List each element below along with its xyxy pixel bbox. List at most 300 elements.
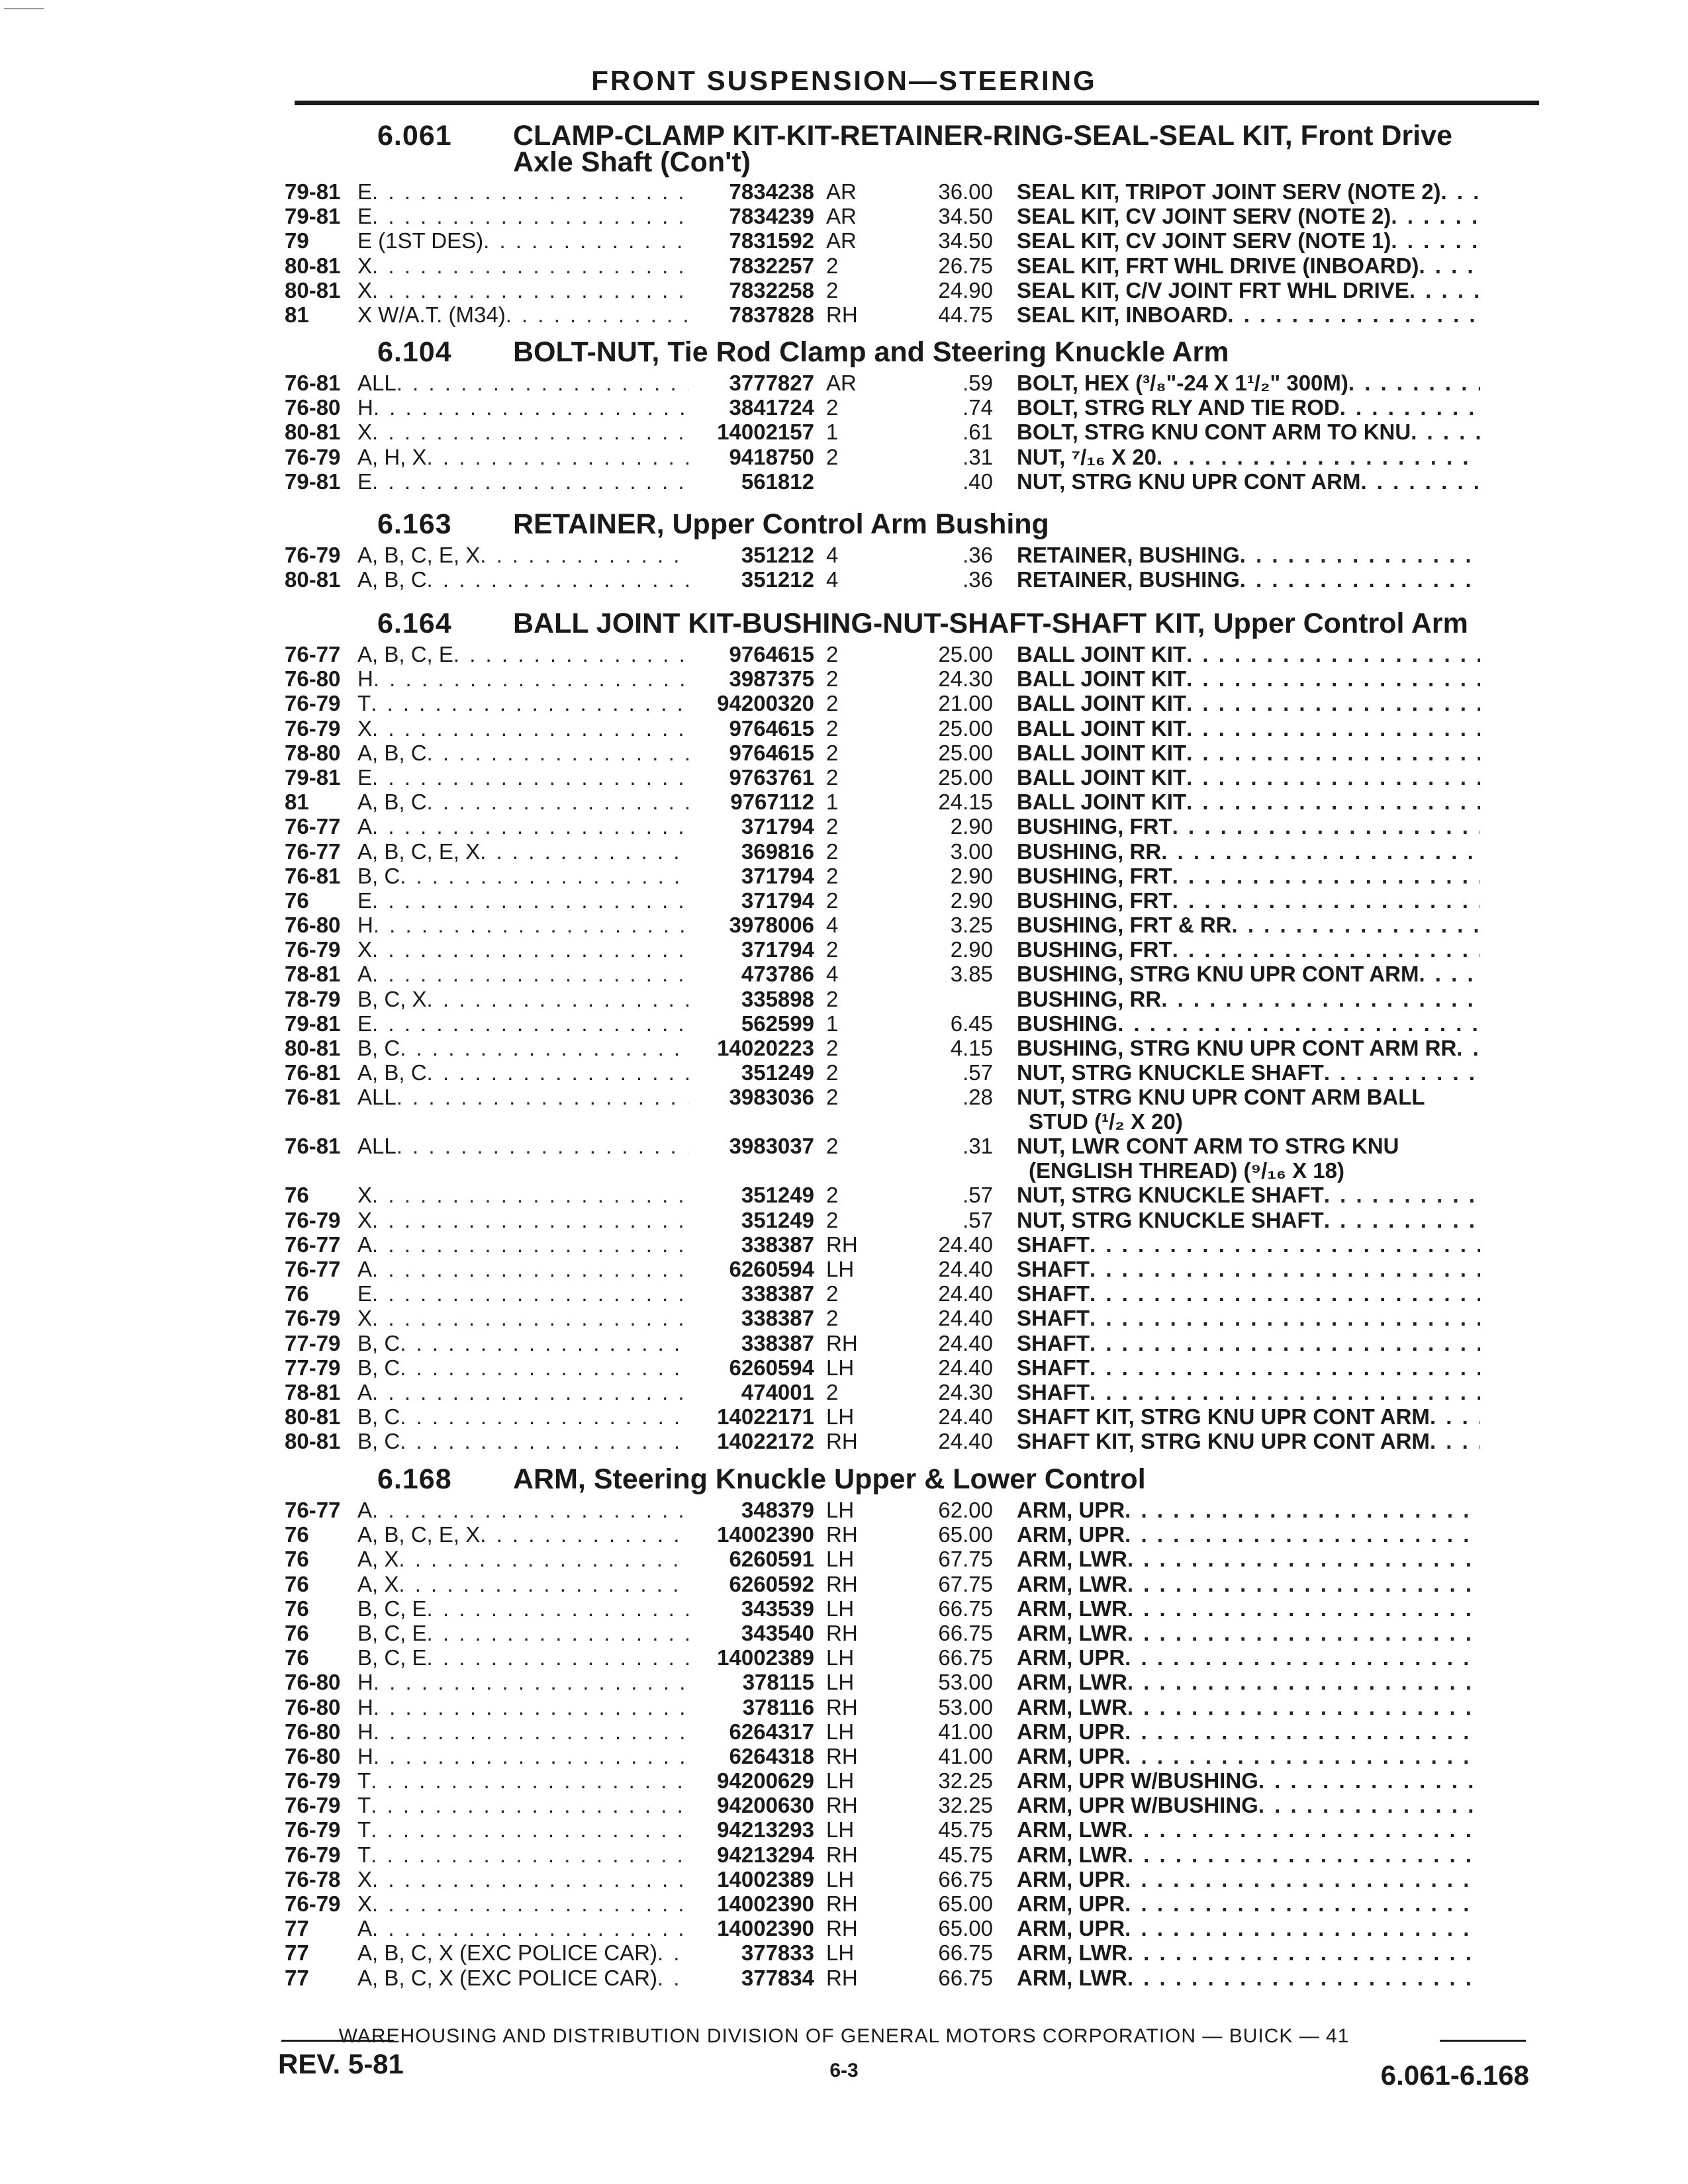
year-cell: 76-79 bbox=[285, 1207, 341, 1232]
leader-dots bbox=[372, 1232, 688, 1257]
description-cell bbox=[993, 790, 1480, 814]
description-text: SEAL KIT, INBOARD bbox=[1017, 302, 1228, 327]
model-cell bbox=[357, 765, 688, 790]
table-row bbox=[285, 204, 1542, 228]
leader-dots bbox=[1090, 1331, 1480, 1355]
year-cell: 76-79 bbox=[285, 1817, 341, 1843]
model-text: H bbox=[357, 913, 373, 938]
table-row bbox=[285, 1793, 1542, 1817]
model-cell bbox=[357, 371, 688, 395]
price-cell: 6.45 bbox=[950, 1011, 993, 1036]
part-number-cell: 369816 bbox=[741, 839, 814, 864]
leader-dots bbox=[400, 1429, 688, 1453]
description-text: BUSHING, STRG KNU UPR CONT ARM RR bbox=[1017, 1036, 1457, 1060]
quantity-cell: 2 bbox=[826, 1085, 839, 1110]
year-cell: 79-81 bbox=[285, 204, 341, 229]
year-cell: 77-79 bbox=[285, 1330, 341, 1355]
price-cell: 41.00 bbox=[938, 1743, 993, 1768]
parts-list bbox=[285, 179, 1542, 327]
price-cell: 67.75 bbox=[938, 1547, 993, 1572]
description-cell bbox=[993, 1793, 1480, 1817]
price-cell: 32.25 bbox=[938, 1793, 993, 1818]
leader-dots bbox=[1172, 937, 1480, 962]
year-cell: 80-81 bbox=[285, 277, 341, 302]
model-cell bbox=[357, 1355, 688, 1380]
price-cell: 3.85 bbox=[950, 962, 993, 987]
table-row bbox=[285, 716, 1542, 741]
part-number-cell: 6260594 bbox=[729, 1355, 814, 1380]
leader-dots bbox=[1127, 1621, 1480, 1645]
table-row bbox=[285, 1060, 1542, 1085]
section-header bbox=[285, 120, 1542, 178]
part-number-cell: 473786 bbox=[741, 962, 814, 987]
quantity-cell: 1 bbox=[826, 1011, 839, 1036]
description-text: BALL JOINT KIT bbox=[1017, 715, 1187, 741]
part-number-cell: 14002390 bbox=[717, 1891, 814, 1916]
year-cell: 76 bbox=[285, 1522, 309, 1547]
quantity-cell: RH bbox=[826, 1793, 858, 1818]
model-text: X W/A.T. (M34) bbox=[357, 302, 506, 327]
quantity-cell: AR bbox=[826, 371, 857, 395]
model-text: E bbox=[357, 179, 373, 204]
leader-dots bbox=[373, 913, 688, 937]
part-number-cell: 7832258 bbox=[729, 277, 814, 302]
leader-dots bbox=[427, 1645, 688, 1670]
table-row bbox=[285, 1916, 1542, 1940]
leader-dots bbox=[1186, 741, 1480, 765]
table-row bbox=[285, 987, 1542, 1011]
year-cell: 80-81 bbox=[285, 1429, 341, 1454]
model-text: T bbox=[357, 1793, 371, 1818]
section-title: CLAMP-CLAMP KIT-KIT-RETAINER-RING-SEAL-SEAL KIT, Front Drive Axle Shaft (Con't) bbox=[513, 120, 1452, 178]
quantity-cell: LH bbox=[826, 1547, 855, 1572]
description-text: SHAFT bbox=[1017, 1232, 1090, 1257]
year-cell: 76 bbox=[285, 1281, 309, 1306]
year-cell: 76-80 bbox=[285, 1670, 341, 1695]
price-cell: 53.00 bbox=[938, 1694, 993, 1719]
description-cell bbox=[993, 1547, 1480, 1571]
table-row bbox=[285, 1966, 1542, 1990]
quantity-cell: RH bbox=[826, 1522, 858, 1547]
table-row bbox=[285, 1572, 1542, 1596]
table-row bbox=[285, 642, 1542, 666]
model-text: B, C, E bbox=[357, 1645, 427, 1670]
description-cell bbox=[993, 1867, 1480, 1891]
quantity-cell: LH bbox=[826, 1355, 855, 1380]
price-cell: .61 bbox=[962, 420, 993, 445]
parts-list bbox=[285, 371, 1542, 494]
table-row bbox=[285, 888, 1542, 913]
quantity-cell: LH bbox=[826, 1817, 855, 1843]
leader-dots bbox=[1360, 469, 1480, 494]
table-row bbox=[285, 1380, 1542, 1404]
description-cell bbox=[993, 469, 1480, 494]
description-text: SEAL KIT, CV JOINT SERV (NOTE 1) bbox=[1017, 228, 1391, 253]
model-cell bbox=[357, 1380, 688, 1404]
price-cell: 24.40 bbox=[938, 1256, 993, 1281]
price-cell: 2.90 bbox=[950, 937, 993, 962]
description-text: BALL JOINT KIT bbox=[1017, 666, 1187, 692]
parts-list bbox=[285, 543, 1542, 592]
quantity-cell: RH bbox=[826, 1232, 858, 1257]
model-cell bbox=[357, 1183, 688, 1207]
leader-dots bbox=[1419, 253, 1480, 278]
quantity-cell: RH bbox=[826, 1965, 858, 1990]
model-text: B, C, X bbox=[357, 986, 427, 1011]
price-cell: 24.40 bbox=[938, 1232, 993, 1257]
description-text: ARM, LWR bbox=[1017, 1965, 1127, 1990]
part-number-cell: 94200630 bbox=[717, 1793, 814, 1818]
leader-dots bbox=[400, 1331, 688, 1355]
model-cell bbox=[357, 1060, 688, 1085]
part-number-cell: 14002157 bbox=[717, 420, 814, 445]
leader-dots bbox=[1127, 1817, 1480, 1842]
leader-dots bbox=[1456, 1036, 1480, 1060]
price-cell: 44.75 bbox=[938, 302, 993, 327]
description-cell bbox=[993, 1572, 1480, 1596]
model-cell bbox=[357, 1916, 688, 1940]
year-cell: 79-81 bbox=[285, 764, 341, 790]
part-number-cell: 351249 bbox=[741, 1183, 814, 1208]
model-text: B, C bbox=[357, 1429, 400, 1454]
table-row bbox=[285, 1085, 1542, 1134]
table-row bbox=[285, 864, 1542, 888]
part-number-cell: 6260594 bbox=[729, 1256, 814, 1281]
description-cell bbox=[993, 1940, 1480, 1965]
leader-dots bbox=[400, 864, 688, 888]
description-text: SHAFT bbox=[1017, 1355, 1090, 1380]
model-cell bbox=[357, 937, 688, 962]
leader-dots bbox=[480, 1522, 688, 1547]
page-title: FRONT SUSPENSION—STEERING bbox=[591, 65, 1097, 96]
quantity-cell: 2 bbox=[826, 715, 839, 741]
section-6-164 bbox=[285, 610, 1542, 1453]
description-cell bbox=[993, 962, 1480, 986]
part-number-cell: 7834238 bbox=[729, 179, 814, 204]
table-row bbox=[285, 1645, 1542, 1670]
quantity-cell: 2 bbox=[826, 764, 839, 790]
quantity-cell: 2 bbox=[826, 253, 839, 278]
year-cell: 76-77 bbox=[285, 814, 341, 839]
part-number-cell: 348379 bbox=[741, 1498, 814, 1522]
model-text: X bbox=[357, 1891, 373, 1916]
leader-dots bbox=[372, 765, 688, 790]
description-cell bbox=[993, 1404, 1480, 1429]
part-number-cell: 3983037 bbox=[729, 1134, 814, 1159]
leader-dots bbox=[371, 691, 688, 715]
model-text: X bbox=[357, 1866, 373, 1891]
section-header bbox=[285, 508, 1542, 540]
leader-dots bbox=[371, 1768, 688, 1793]
quantity-cell: 2 bbox=[826, 1134, 839, 1159]
model-text: A, H, X bbox=[357, 444, 427, 469]
model-cell bbox=[357, 1281, 688, 1306]
leader-dots bbox=[399, 1547, 688, 1571]
model-text: T bbox=[357, 1842, 371, 1867]
section-number: 6.163 bbox=[377, 508, 452, 540]
model-cell bbox=[357, 1011, 688, 1036]
year-cell: 76-77 bbox=[285, 839, 341, 864]
part-number-cell: 377833 bbox=[741, 1940, 814, 1966]
part-number-cell: 9767112 bbox=[730, 790, 814, 815]
description-text: SHAFT bbox=[1017, 1306, 1090, 1331]
year-cell: 79 bbox=[285, 228, 309, 253]
model-cell bbox=[357, 1429, 688, 1453]
price-cell: 65.00 bbox=[938, 1522, 993, 1547]
description-cell bbox=[993, 1355, 1480, 1380]
description-text: BUSHING, RR bbox=[1017, 839, 1162, 864]
section-6-061 bbox=[285, 122, 1542, 327]
description-text: SHAFT KIT, STRG KNU UPR CONT ARM bbox=[1017, 1404, 1430, 1430]
leader-dots bbox=[400, 1355, 688, 1380]
table-row bbox=[285, 371, 1542, 395]
table-row bbox=[285, 1232, 1542, 1257]
description-text: BOLT, STRG RLY AND TIE ROD bbox=[1017, 395, 1340, 420]
price-cell: 24.40 bbox=[938, 1355, 993, 1380]
year-cell: 76-80 bbox=[285, 666, 341, 692]
description-cell bbox=[993, 1719, 1480, 1744]
table-row bbox=[285, 1257, 1542, 1281]
leader-dots bbox=[397, 1085, 688, 1109]
leader-dots bbox=[372, 179, 688, 204]
year-cell: 76 bbox=[285, 1596, 309, 1621]
description-cell bbox=[993, 1281, 1480, 1306]
quantity-cell: RH bbox=[826, 1620, 858, 1645]
model-cell bbox=[357, 1547, 688, 1571]
leader-dots bbox=[1117, 1011, 1480, 1036]
model-text: B, C bbox=[357, 1330, 400, 1355]
description-text: BALL JOINT KIT bbox=[1017, 642, 1187, 666]
model-cell bbox=[357, 1645, 688, 1670]
leader-dots bbox=[506, 302, 688, 327]
footer-section-range: 6.061-6.168 bbox=[1380, 2060, 1529, 2091]
model-text: T bbox=[357, 1768, 371, 1794]
leader-dots bbox=[1127, 1695, 1480, 1719]
description-text: BOLT, HEX (³/₈"-24 X 1¹/₂" 300M) bbox=[1017, 371, 1348, 395]
table-row bbox=[285, 179, 1542, 204]
year-cell: 77 bbox=[285, 1965, 309, 1990]
model-cell bbox=[357, 839, 688, 864]
section-number: 6.168 bbox=[377, 1463, 452, 1495]
price-cell: 25.00 bbox=[938, 715, 993, 741]
price-cell: 24.40 bbox=[938, 1306, 993, 1331]
description-cell bbox=[993, 937, 1480, 962]
part-number-cell: 371794 bbox=[741, 887, 814, 913]
part-number-cell: 94213294 bbox=[717, 1842, 814, 1867]
price-cell: 66.75 bbox=[938, 1596, 993, 1621]
quantity-cell: 2 bbox=[826, 1207, 839, 1232]
description-cell bbox=[993, 1695, 1480, 1719]
leader-dots bbox=[1186, 691, 1480, 715]
model-text: ALL bbox=[357, 1085, 397, 1110]
table-row bbox=[285, 228, 1542, 253]
model-cell bbox=[357, 1498, 688, 1522]
description-text: ARM, LWR bbox=[1017, 1547, 1127, 1572]
leader-dots bbox=[372, 1183, 688, 1207]
part-number-cell: 561812 bbox=[741, 469, 814, 494]
description-cell bbox=[993, 1645, 1480, 1670]
model-cell bbox=[357, 1744, 688, 1768]
part-number-cell: 14020223 bbox=[717, 1036, 814, 1060]
year-cell: 76 bbox=[285, 1547, 309, 1572]
price-cell: 65.00 bbox=[938, 1916, 993, 1941]
year-cell: 80-81 bbox=[285, 420, 341, 445]
model-cell bbox=[357, 1257, 688, 1281]
leader-dots bbox=[1411, 420, 1480, 444]
leader-dots bbox=[372, 937, 688, 962]
part-number-cell: 6264318 bbox=[729, 1743, 814, 1768]
leader-dots bbox=[427, 987, 688, 1011]
quantity-cell: RH bbox=[826, 302, 858, 327]
part-number-cell: 7834239 bbox=[729, 204, 814, 229]
model-cell bbox=[357, 1522, 688, 1547]
leader-dots bbox=[371, 1817, 688, 1842]
description-text: SHAFT KIT, STRG KNU UPR CONT ARM bbox=[1017, 1429, 1430, 1454]
model-text: A bbox=[357, 1232, 373, 1257]
price-cell: .40 bbox=[962, 469, 993, 494]
quantity-cell: LH bbox=[826, 1256, 855, 1281]
part-number-cell: 371794 bbox=[741, 814, 814, 839]
leader-dots bbox=[1090, 1380, 1480, 1404]
model-cell bbox=[357, 1085, 688, 1109]
price-cell: 66.75 bbox=[938, 1940, 993, 1966]
model-text: E (1ST DES) bbox=[357, 228, 484, 253]
leader-dots bbox=[453, 642, 688, 666]
model-cell bbox=[357, 888, 688, 913]
model-cell bbox=[357, 1768, 688, 1793]
description-cell bbox=[993, 642, 1480, 666]
footer-revision: REV. 5-81 bbox=[278, 2048, 404, 2079]
leader-dots bbox=[427, 741, 688, 765]
description-text: SHAFT bbox=[1017, 1256, 1090, 1281]
table-row bbox=[285, 253, 1542, 278]
year-cell: 80-81 bbox=[285, 1404, 341, 1430]
description-text: NUT, LWR CONT ARM TO STRG KNU bbox=[1017, 1134, 1399, 1159]
model-text: A, B, C, E bbox=[357, 642, 453, 666]
quantity-cell: AR bbox=[826, 179, 857, 204]
quantity-cell: 2 bbox=[826, 986, 839, 1011]
part-number-cell: 14002390 bbox=[717, 1916, 814, 1941]
section-6-168 bbox=[285, 1463, 1542, 1990]
leader-dots bbox=[1258, 1768, 1480, 1793]
model-text: A bbox=[357, 814, 373, 839]
description-cell bbox=[993, 1966, 1480, 1990]
model-text: A, B, C bbox=[357, 790, 427, 815]
leader-dots bbox=[1348, 371, 1480, 395]
description-text: ARM, LWR bbox=[1017, 1571, 1127, 1596]
description-text: NUT, STRG KNUCKLE SHAFT bbox=[1017, 1207, 1324, 1232]
model-text: X bbox=[357, 1183, 373, 1208]
part-number-cell: 351212 bbox=[741, 543, 814, 567]
part-number-cell: 3841724 bbox=[729, 395, 814, 420]
model-text: ALL bbox=[357, 1134, 397, 1159]
table-row bbox=[285, 1183, 1542, 1207]
section-title: ARM, Steering Knuckle Upper & Lower Control bbox=[513, 1463, 1146, 1495]
model-text: E bbox=[357, 204, 373, 229]
leader-dots bbox=[427, 1621, 688, 1645]
model-text: B, C bbox=[357, 1404, 400, 1430]
table-row bbox=[285, 765, 1542, 790]
table-row bbox=[285, 666, 1542, 691]
leader-dots bbox=[1090, 1257, 1480, 1281]
leader-dots bbox=[372, 469, 688, 494]
table-row bbox=[285, 567, 1542, 592]
description-text: NUT, STRG KNUCKLE SHAFT bbox=[1017, 1183, 1324, 1208]
model-cell bbox=[357, 1891, 688, 1916]
description-text: ARM, LWR bbox=[1017, 1940, 1127, 1966]
table-row bbox=[285, 1768, 1542, 1793]
table-row bbox=[285, 839, 1542, 864]
model-cell bbox=[357, 1621, 688, 1645]
quantity-cell: 1 bbox=[826, 790, 839, 815]
part-number-cell: 3777827 bbox=[729, 371, 814, 395]
model-text: A bbox=[357, 1498, 373, 1522]
quantity-cell: 4 bbox=[826, 543, 839, 567]
section-number: 6.104 bbox=[377, 336, 452, 368]
description-cell bbox=[993, 1060, 1480, 1085]
part-number-cell: 474001 bbox=[741, 1379, 814, 1404]
description-cell bbox=[993, 543, 1480, 567]
leader-dots bbox=[373, 395, 688, 420]
model-cell bbox=[357, 420, 688, 444]
leader-dots bbox=[1156, 445, 1480, 469]
model-cell bbox=[357, 1867, 688, 1891]
model-cell bbox=[357, 691, 688, 715]
quantity-cell: 2 bbox=[826, 1306, 839, 1331]
table-row bbox=[285, 1596, 1542, 1621]
year-cell: 78-79 bbox=[285, 986, 341, 1011]
table-row bbox=[285, 420, 1542, 444]
leader-dots bbox=[427, 567, 688, 592]
year-cell: 76-81 bbox=[285, 863, 341, 888]
leader-dots bbox=[371, 1793, 688, 1817]
leader-dots bbox=[1324, 1183, 1480, 1207]
model-text: B, C bbox=[357, 1355, 400, 1380]
quantity-cell: LH bbox=[826, 1768, 855, 1794]
table-row bbox=[285, 1306, 1542, 1330]
quantity-cell: 2 bbox=[826, 1281, 839, 1306]
model-cell bbox=[357, 1670, 688, 1694]
section-number: 6.061 bbox=[377, 120, 452, 152]
description-text: SHAFT bbox=[1017, 1330, 1090, 1355]
description-cell bbox=[993, 1380, 1480, 1404]
model-text: A bbox=[357, 1916, 373, 1941]
description-text: BALL JOINT KIT bbox=[1017, 790, 1187, 815]
model-text: H bbox=[357, 666, 373, 692]
model-cell bbox=[357, 1134, 688, 1158]
price-cell: 24.30 bbox=[938, 666, 993, 692]
description-text: ARM, UPR W/BUSHING bbox=[1017, 1768, 1258, 1794]
leader-dots bbox=[1227, 302, 1480, 327]
description-cell bbox=[993, 278, 1480, 302]
table-row bbox=[285, 445, 1542, 469]
model-cell bbox=[357, 741, 688, 765]
leader-dots bbox=[372, 420, 688, 444]
year-cell: 76-79 bbox=[285, 715, 341, 741]
quantity-cell: 2 bbox=[826, 691, 839, 716]
description-cell bbox=[993, 987, 1480, 1011]
leader-dots bbox=[1340, 395, 1480, 420]
description-text: ARM, UPR bbox=[1017, 1743, 1125, 1768]
leader-dots bbox=[372, 1867, 688, 1891]
description-cell bbox=[993, 741, 1480, 765]
price-cell: 53.00 bbox=[938, 1670, 993, 1695]
part-number-cell: 14002390 bbox=[717, 1522, 814, 1547]
year-cell: 76 bbox=[285, 887, 309, 913]
year-cell: 76-81 bbox=[285, 371, 341, 395]
part-number-cell: 338387 bbox=[741, 1281, 814, 1306]
leader-dots bbox=[1240, 543, 1480, 567]
